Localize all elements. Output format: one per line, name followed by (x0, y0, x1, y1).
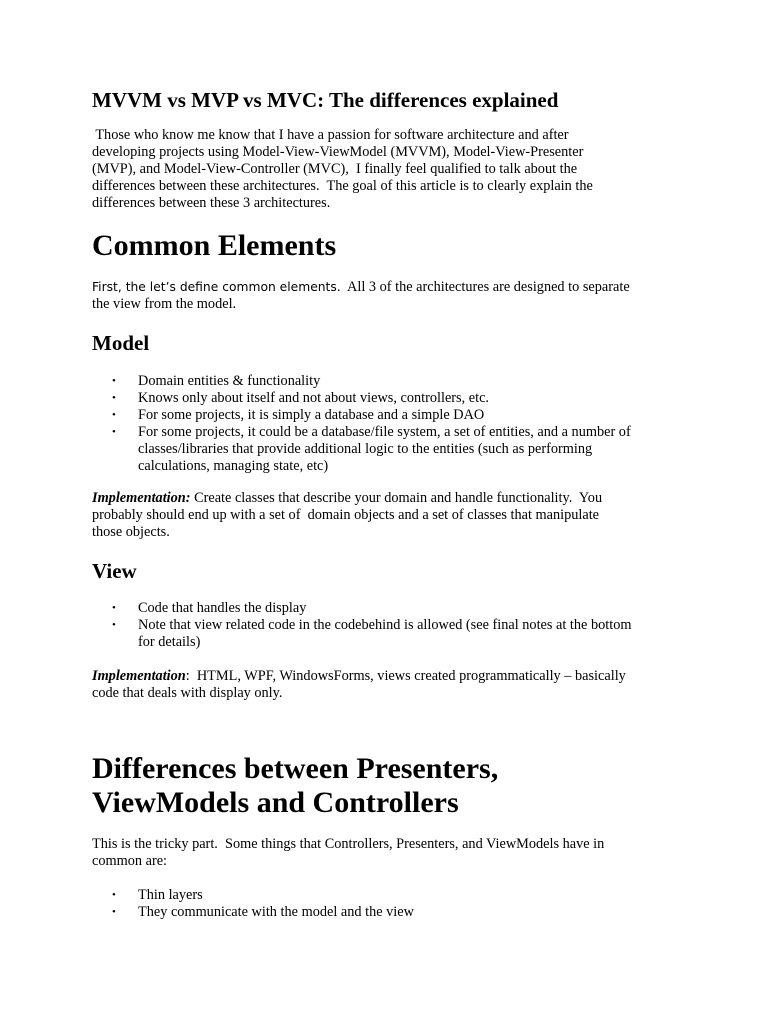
intro-paragraph (92, 127, 682, 212)
bullet-dot-icon: • (112, 426, 116, 438)
common-elements-line: the view from the model. (92, 296, 237, 312)
differences-heading (92, 752, 498, 820)
model-bullet-text: calculations, managing state, etc) (138, 458, 329, 474)
model-implementation-line (92, 490, 682, 507)
model-bullet-list (112, 373, 687, 475)
model-bullet-text: For some projects, it could be a database/file system, a set of entities, and a number of (138, 424, 631, 440)
intro-line: (MVP), and Model-View-Controller (MVC), I finally feel qualified to talk about the (92, 161, 578, 177)
model-implementation-paragraph (92, 490, 682, 541)
intro-line: differences between these 3 architectures. (92, 195, 331, 211)
bullet-dot-icon: • (112, 889, 116, 901)
bullet-dot-icon: • (112, 392, 116, 404)
view-implementation-line (92, 668, 682, 685)
common-elements-paragraph (92, 279, 682, 313)
model-bullet-item (112, 373, 687, 390)
view-implementation-line: code that deals with display only. (92, 685, 283, 701)
view-bullet-list (112, 600, 687, 651)
bullet-dot-icon: • (112, 409, 116, 421)
differences-paragraph (92, 836, 682, 870)
model-bullet-text: classes/libraries that provide additional logic to the entities (such as performing (138, 441, 593, 457)
common-elements-sans-text: First, the let’s define common elements. (92, 280, 341, 294)
differences-paragraph-line: This is the tricky part. Some things that Controllers, Presenters, and ViewModels have in (92, 836, 605, 852)
intro-line: Those who know me know that I have a passion for software architecture and after (92, 127, 569, 143)
implementation-text: Create classes that describe your domain and handle functionality. You (190, 490, 603, 506)
implementation-label: Implementation: (92, 490, 191, 506)
model-bullet-item (112, 390, 687, 407)
common-elements-heading: Common Elements (92, 229, 337, 262)
bullet-dot-icon: • (112, 375, 116, 387)
bullet-dot-icon: • (112, 619, 116, 631)
implementation-text: : HTML, WPF, WindowsForms, views created programmatically – basically (185, 668, 626, 684)
differences-bullet-item (112, 904, 687, 921)
bullet-dot-icon: • (112, 602, 116, 614)
model-bullet-item (112, 407, 687, 424)
intro-line: developing projects using Model-View-ViewModel (MVVM), Model-View-Presenter (92, 144, 584, 160)
model-bullet-text: For some projects, it is simply a database and a simple DAO (138, 407, 485, 423)
view-bullet-item (112, 600, 687, 617)
view-bullet-text: Code that handles the display (138, 600, 307, 616)
model-bullet-item (112, 424, 687, 475)
common-elements-line (92, 279, 682, 296)
model-bullet-text: Knows only about itself and not about views, controllers, etc. (138, 390, 489, 406)
common-elements-rest-text: All 3 of the architectures are designed to separate (340, 279, 630, 295)
model-implementation-line: those objects. (92, 524, 170, 540)
view-bullet-item (112, 617, 687, 651)
differences-paragraph-line: common are: (92, 853, 168, 869)
view-bullet-text: for details) (138, 634, 201, 650)
differences-heading-line: ViewModels and Controllers (92, 786, 459, 819)
model-heading: Model (92, 331, 150, 355)
differences-heading-line: Differences between Presenters, (92, 752, 499, 785)
differences-bullet-item (112, 887, 687, 904)
implementation-label: Implementation (92, 668, 186, 684)
model-bullet-text: Domain entities & functionality (138, 373, 321, 389)
view-heading: View (92, 559, 137, 583)
intro-line: differences between these architectures. The goal of this article is to clearly explain the (92, 178, 593, 194)
differences-bullet-text: Thin layers (138, 887, 203, 903)
view-bullet-text: Note that view related code in the codebehind is allowed (see final notes at the bottom (138, 617, 632, 633)
differences-bullet-text: They communicate with the model and the view (138, 904, 414, 920)
model-implementation-line: probably should end up with a set of domain objects and a set of classes that manipulate (92, 507, 600, 523)
bullet-dot-icon: • (112, 906, 116, 918)
differences-bullet-list (112, 887, 687, 921)
view-implementation-paragraph (92, 668, 682, 702)
article-title: MVVM vs MVP vs MVC: The differences explained (92, 88, 559, 112)
